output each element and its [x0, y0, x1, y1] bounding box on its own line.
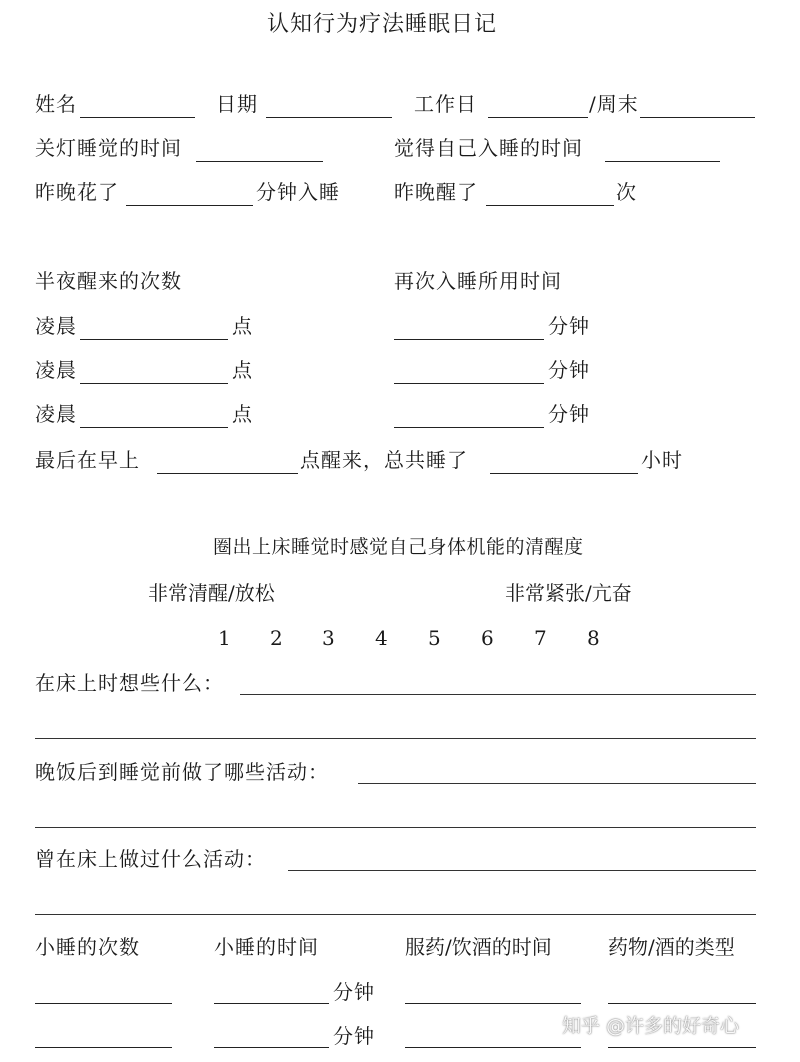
nap-minutes-label: 分钟	[333, 1024, 375, 1048]
scale-heading: 圈出上床睡觉时感觉自己身体机能的清醒度	[213, 536, 584, 558]
lights-off-label: 关灯睡觉的时间	[35, 136, 182, 160]
nap-count-field[interactable]	[35, 1003, 172, 1004]
woke-count-field[interactable]	[486, 205, 614, 206]
in-bed-activities-line[interactable]	[288, 870, 756, 871]
night-row-minutes: 分钟	[548, 314, 590, 338]
return-minutes-field[interactable]	[394, 427, 544, 428]
after-dinner-line[interactable]	[358, 783, 756, 784]
scale-number[interactable]: 4	[375, 626, 388, 650]
last-night-woke-label: 昨晚醒了	[394, 180, 478, 204]
workday-field[interactable]	[488, 117, 588, 118]
watermark: 知乎 @许多的好奇心	[562, 1015, 740, 1037]
night-row-prefix: 凌晨	[35, 402, 77, 426]
page-title: 认知行为疗法睡眠日记	[267, 12, 498, 37]
last-night-spent-label: 昨晚花了	[35, 180, 119, 204]
scale-number[interactable]: 2	[270, 626, 283, 650]
scale-left-label: 非常清醒/放松	[148, 581, 275, 605]
return-time-heading: 再次入睡所用时间	[394, 269, 562, 293]
scale-number[interactable]: 6	[481, 626, 494, 650]
date-label: 日期	[216, 92, 258, 116]
thinking-in-bed-line[interactable]	[240, 694, 756, 695]
minutes-to-sleep-label: 分钟入睡	[256, 180, 340, 204]
return-minutes-field[interactable]	[394, 339, 544, 340]
nap-time-header: 小睡的时间	[214, 935, 319, 959]
times-unit-label: 次	[616, 180, 637, 204]
night-row-minutes: 分钟	[548, 358, 590, 382]
med-time-field[interactable]	[405, 1047, 581, 1048]
night-row-prefix: 凌晨	[35, 314, 77, 338]
scale-number[interactable]: 3	[322, 626, 335, 650]
med-time-header: 服药/饮酒的时间	[405, 935, 552, 959]
nap-time-field[interactable]	[214, 1003, 329, 1004]
med-type-header: 药物/酒的类型	[608, 935, 735, 959]
felt-asleep-field[interactable]	[605, 161, 720, 162]
minutes-to-sleep-field[interactable]	[126, 205, 253, 206]
med-type-field[interactable]	[608, 1003, 756, 1004]
nap-count-header: 小睡的次数	[35, 935, 140, 959]
night-row-minutes: 分钟	[548, 402, 590, 426]
night-row-suffix: 点	[232, 402, 253, 426]
final-wake-suffix: 小时	[641, 448, 683, 472]
nap-count-field[interactable]	[35, 1047, 172, 1048]
workday-label: 工作日	[414, 92, 477, 116]
return-minutes-field[interactable]	[394, 383, 544, 384]
night-row-suffix: 点	[232, 314, 253, 338]
after-dinner-label: 晚饭后到睡觉前做了哪些活动：	[35, 760, 329, 784]
weekend-field[interactable]	[640, 117, 755, 118]
final-wake-hour-field[interactable]	[157, 473, 298, 474]
after-dinner-line-2[interactable]	[35, 827, 756, 828]
scale-right-label: 非常紧张/亢奋	[505, 581, 632, 605]
night-row-suffix: 点	[232, 358, 253, 382]
med-time-field[interactable]	[405, 1003, 581, 1004]
final-wake-prefix: 最后在早上	[35, 448, 140, 472]
scale-number[interactable]: 1	[218, 626, 231, 650]
date-field[interactable]	[266, 117, 392, 118]
night-row-prefix: 凌晨	[35, 358, 77, 382]
nap-minutes-label: 分钟	[333, 980, 375, 1004]
thinking-in-bed-label: 在床上时想些什么：	[35, 671, 224, 695]
final-wake-mid: 点醒来，总共睡了	[300, 448, 468, 472]
med-type-field[interactable]	[608, 1047, 756, 1048]
total-sleep-field[interactable]	[490, 473, 638, 474]
wake-hour-field[interactable]	[80, 383, 228, 384]
scale-number[interactable]: 8	[587, 626, 600, 650]
in-bed-activities-label: 曾在床上做过什么活动：	[35, 847, 266, 871]
scale-number[interactable]: 5	[428, 626, 441, 650]
thinking-in-bed-line-2[interactable]	[35, 738, 756, 739]
lights-off-field[interactable]	[196, 161, 323, 162]
wake-count-heading: 半夜醒来的次数	[35, 269, 182, 293]
wake-hour-field[interactable]	[80, 427, 228, 428]
in-bed-activities-line-2[interactable]	[35, 914, 756, 915]
scale-number[interactable]: 7	[534, 626, 547, 650]
nap-time-field[interactable]	[214, 1047, 329, 1048]
name-label: 姓名	[35, 92, 77, 116]
weekend-label: /周末	[589, 92, 639, 116]
felt-asleep-label: 觉得自己入睡的时间	[394, 136, 583, 160]
wake-hour-field[interactable]	[80, 339, 228, 340]
name-field[interactable]	[80, 117, 195, 118]
